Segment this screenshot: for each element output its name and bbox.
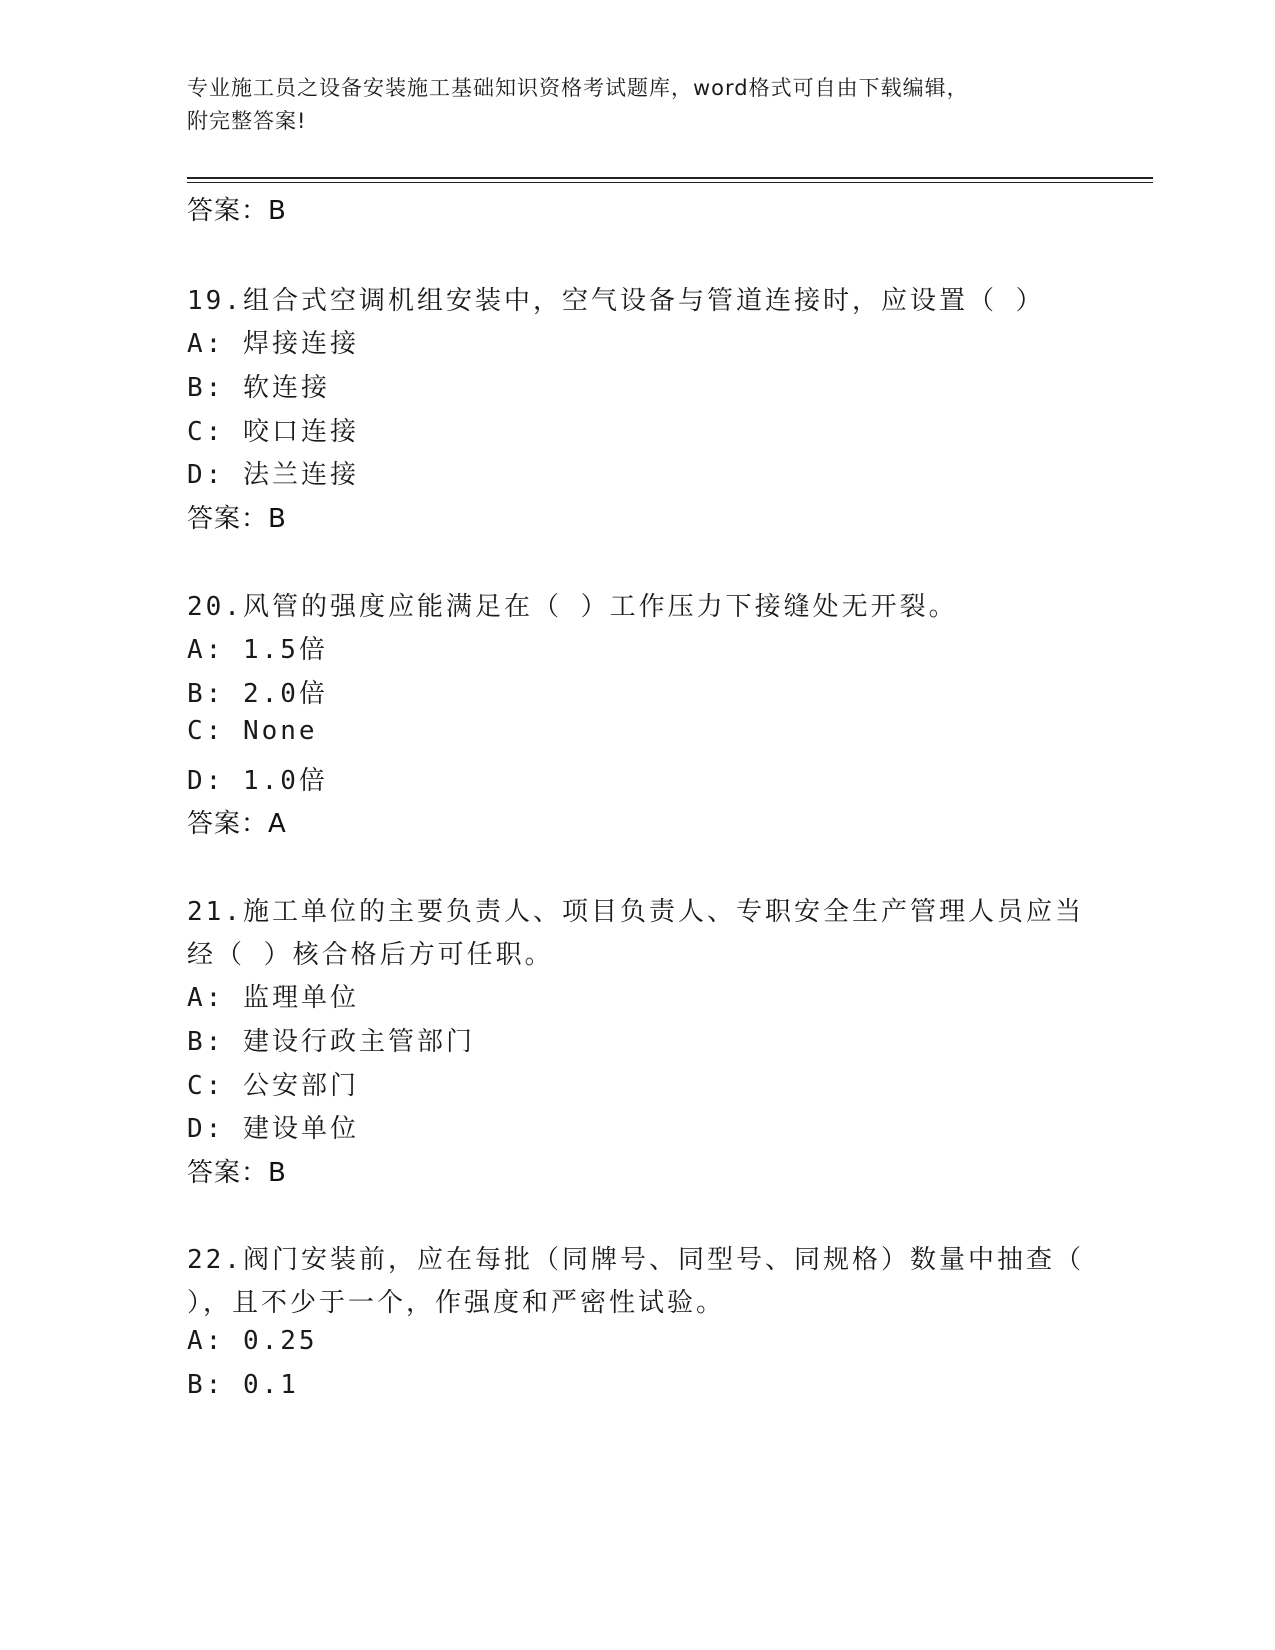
question-19-option-b: B: 软连接 (187, 373, 330, 403)
question-20-option-c: C: None (187, 716, 318, 746)
question-22-stem-line-1: 22.阀门安装前，应在每批（同牌号、同型号、同规格）数量中抽查（ (187, 1245, 1084, 1275)
header-divider-thick (187, 177, 1153, 179)
previous-answer: 答案：B (187, 196, 287, 226)
question-22-option-b: B: 0.1 (187, 1370, 299, 1400)
question-22-option-a: A: 0.25 (187, 1326, 318, 1356)
question-21-answer: 答案：B (187, 1158, 287, 1188)
header-divider-thin (187, 182, 1153, 183)
question-19-option-a: A: 焊接连接 (187, 329, 359, 359)
question-21-stem-line-1: 21.施工单位的主要负责人、项目负责人、专职安全生产管理人员应当 (187, 897, 1084, 927)
question-19-option-c: C: 咬口连接 (187, 417, 359, 447)
question-19-answer: 答案：B (187, 504, 287, 534)
question-22-stem-line-2: ），且不少于一个，作强度和严密性试验。 (187, 1288, 726, 1318)
question-21-option-d: D: 建设单位 (187, 1114, 359, 1144)
question-20-option-d: D: 1.0倍 (187, 766, 328, 796)
header-line-2: 附完整答案! (187, 109, 307, 133)
header-line-1: 专业施工员之设备安装施工基础知识资格考试题库，word格式可自由下载编辑， (187, 76, 969, 100)
question-21-stem-line-2: 经（ ）核合格后方可任职。 (187, 940, 554, 970)
question-20-answer: 答案：A (187, 809, 287, 839)
question-20-option-a: A: 1.5倍 (187, 635, 328, 665)
question-21-option-b: B: 建设行政主管部门 (187, 1027, 475, 1057)
question-19-option-d: D: 法兰连接 (187, 460, 359, 490)
question-21-option-c: C: 公安部门 (187, 1071, 359, 1101)
question-20-option-b: B: 2.0倍 (187, 679, 328, 709)
question-21-option-a: A: 监理单位 (187, 983, 359, 1013)
question-20-stem: 20.风管的强度应能满足在（ ）工作压力下接缝处无开裂。 (187, 592, 958, 622)
document-header (187, 72, 1087, 138)
question-19-stem: 19.组合式空调机组安装中，空气设备与管道连接时，应设置（ ） (187, 286, 1045, 316)
